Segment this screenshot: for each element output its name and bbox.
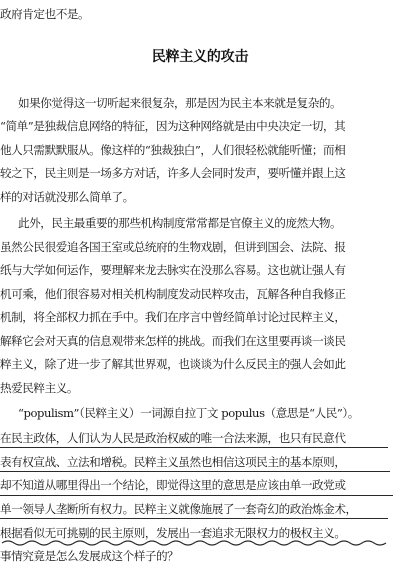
section-title: 民粹主义的攻击 bbox=[151, 49, 249, 65]
paragraph-line: 他人只需默默服从。像这样的“独裁独白”，人们很轻松就能听懂；而相 bbox=[0, 143, 346, 157]
paragraph-line: 却不知道从哪里得出一个结论，即觉得这里的意思是应该由单一政党或 bbox=[0, 478, 346, 492]
paragraph-line: 根据看似无可挑剔的民主原则，发展出一套追求无限权力的极权主义。 bbox=[0, 526, 346, 540]
paragraph-line: 虽然公民很爱追各国王室或总统府的生物戏剧，但讲到国会、法院、报 bbox=[0, 240, 346, 254]
paragraph-line: 较之下，民主则是一场多方对话，许多人会同时发声，要听懂并跟上这 bbox=[0, 166, 346, 180]
paragraph-line: 粹主义，除了进一步了解其世界观，也谈谈为什么反民主的强人会如此 bbox=[0, 357, 346, 371]
paragraph-line: 纸与大学如何运作，要理解来龙去脉实在没那么容易。这也就让强人有 bbox=[0, 263, 346, 277]
pen-underline bbox=[0, 471, 390, 472]
paragraph-line: 单一领导人垄断所有权力。民粹主义就像施展了一套奇幻的政治炼金术， bbox=[0, 502, 357, 516]
previous-text-line: 政府肯定也不是。 bbox=[0, 7, 90, 21]
paragraph-line: 样的对话就没那么简单了。 bbox=[0, 190, 134, 204]
pen-underline bbox=[0, 447, 388, 448]
pen-underline bbox=[0, 518, 388, 519]
paragraph-line: 如果你觉得这一切听起来很复杂，那是因为民主本来就是复杂的。 bbox=[18, 96, 342, 110]
paragraph-line: 机制，将全部权力抓在手中。我们在序言中曾经简单讨论过民粹主义， bbox=[0, 310, 346, 324]
paragraph-line: 热爱民粹主义。 bbox=[0, 381, 79, 395]
pen-wavy-underline bbox=[0, 539, 392, 547]
pen-underline bbox=[0, 495, 393, 496]
paragraph-line: 此外，民主最重要的那些机构制度常常都是官僚主义的庞然大物。 bbox=[18, 216, 342, 230]
paragraph-line: “populism”（民粹主义）一词源自拉丁文 populus（意思是“人民”）。 bbox=[18, 406, 359, 420]
paragraph-line: 解释它会对天真的信息观带来怎样的挑战。而我们在这里要再谈一谈民 bbox=[0, 334, 346, 348]
paragraph-line: 机可乘，他们很容易对相关机构制度发动民粹攻击，瓦解各种自我修正 bbox=[0, 287, 346, 301]
paragraph-line: 在民主政体，人们认为人民是政治权威的唯一合法来源，也只有民意代 bbox=[0, 431, 346, 445]
paragraph-line: 事情究竟是怎么发展成这个样子的？ bbox=[0, 549, 179, 563]
paragraph-line: 表有权宣战、立法和增税。民粹主义虽然也相信这项民主的基本原则， bbox=[0, 455, 346, 469]
paragraph-line: “简单”是独裁信息网络的特征，因为这种网络就是由中央决定一切，其 bbox=[0, 119, 346, 133]
